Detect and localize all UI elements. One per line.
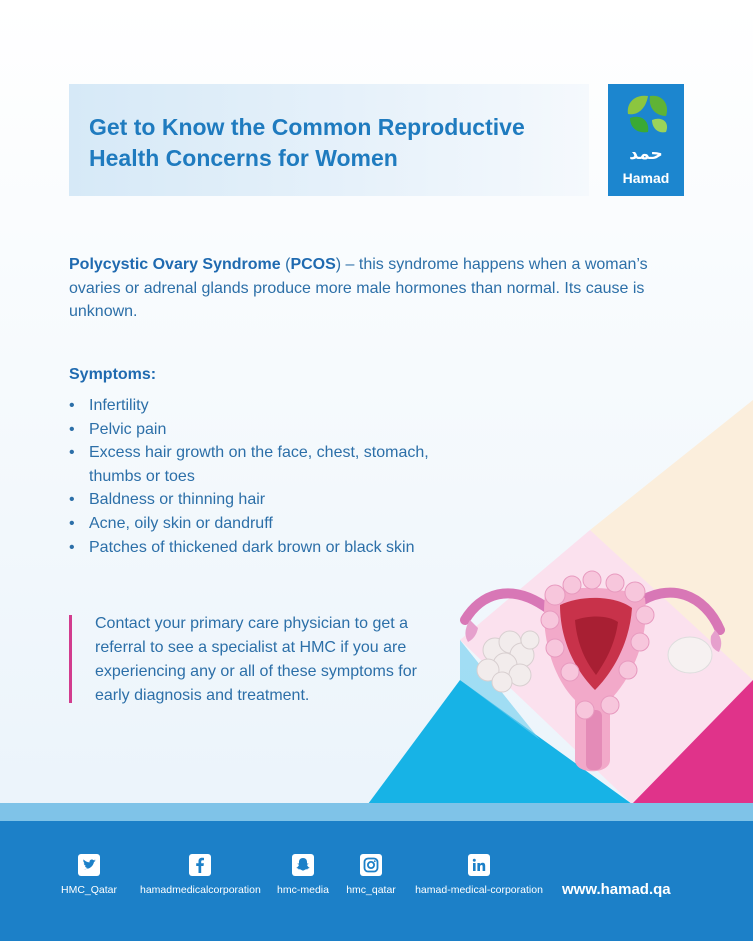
title-line-2: Health Concerns for Women <box>89 145 398 171</box>
symptom-list <box>69 394 469 559</box>
symptoms-heading: Symptoms: <box>69 366 157 383</box>
twitter-handle: HMC_Qatar <box>60 884 117 896</box>
intro-paragraph <box>69 253 689 324</box>
social-twitter[interactable] <box>54 854 124 896</box>
hamad-logo <box>608 84 684 196</box>
title-banner <box>69 84 589 196</box>
instagram-handle: hmc_qatar <box>346 884 396 896</box>
condition-abbr: PCOS <box>290 256 336 273</box>
instagram-icon <box>360 854 382 876</box>
social-snapchat[interactable] <box>272 854 334 896</box>
social-instagram[interactable] <box>342 854 400 896</box>
logo-english-text: Hamad <box>622 170 670 186</box>
facebook-handle: hamadmedicalcorporation <box>140 884 261 896</box>
abbr-close: ) <box>335 256 342 273</box>
snapchat-handle: hmc-media <box>277 884 329 896</box>
list-item: • Excess hair growth on the face, chest, stomach, thumbs or toes <box>69 441 449 488</box>
condition-name: Polycystic Ovary Syndrome <box>69 256 281 273</box>
callout-text: Contact your primary care physician to get a referral to see a specialist at HMC if you are experiencing any or all of these symptoms for early diagnosis and treatment. <box>95 615 417 704</box>
page-title <box>89 112 569 174</box>
snapchat-icon <box>292 854 314 876</box>
title-line-1: Get to Know the Common Reproductive <box>89 114 525 140</box>
social-facebook[interactable] <box>140 854 260 896</box>
website-link[interactable]: www.hamad.qa <box>562 881 671 898</box>
abbr-open: ( <box>280 256 291 273</box>
list-item: • Baldness or thinning hair <box>69 488 469 512</box>
facebook-icon <box>189 854 211 876</box>
logo-arabic-text: حمد <box>629 144 663 164</box>
linkedin-icon <box>468 854 490 876</box>
intro-text: – this syndrome happens when a woman’s ovaries or adrenal glands produce more male hormones than normal. Its cause is unknown. <box>69 256 648 320</box>
social-linkedin[interactable] <box>412 854 546 896</box>
list-item: • Pelvic pain <box>69 418 469 442</box>
linkedin-handle: hamad-medical-corporation <box>415 884 543 896</box>
list-item: • Acne, oily skin or dandruff <box>69 512 469 536</box>
leaves-icon <box>608 84 684 148</box>
list-item: • Patches of thickened dark brown or black skin <box>69 536 469 560</box>
footer-accent-strip <box>0 803 753 821</box>
list-item: • Infertility <box>69 394 469 418</box>
twitter-icon <box>78 854 100 876</box>
callout-accent-bar <box>69 615 72 703</box>
